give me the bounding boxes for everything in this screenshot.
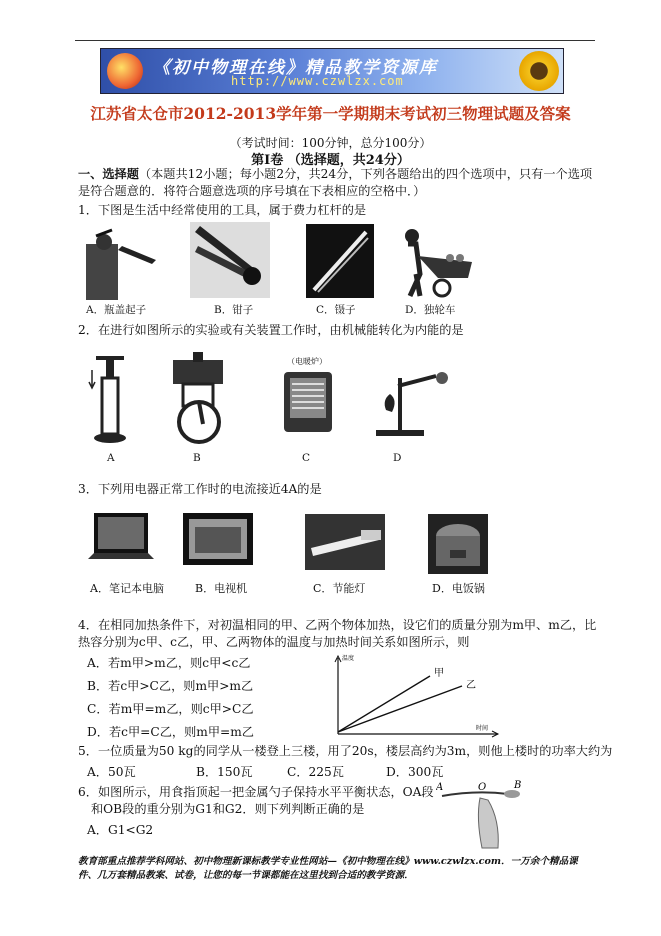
q5-option-a: A．50瓦 [87,765,136,779]
question-6 [78,784,458,818]
section-desc-1: （本题共12小题；每小题2分，共24分，下列各题给出的四个选项中，只有一个选项 [138,167,593,181]
wheelbarrow-image [398,222,478,298]
sunflower-icon [519,51,559,91]
site-banner[interactable] [100,48,564,94]
q6-option-a: A．G1<G2 [87,823,154,837]
q2-caption-a: A [107,452,115,464]
q5-option-c: C．225瓦 [287,765,344,779]
q3-caption-a: A．笔记本电脑 [90,582,164,595]
spoon-label-b: B [514,780,522,791]
question-2: 2．在进行如图所示的实验或有关装置工作时，由机械能转化为内能的是 [78,323,464,337]
tv-image [183,513,253,571]
graph-xlabel: 时间 [476,725,489,732]
q5-option-d: D．300瓦 [386,765,444,779]
question-1: 1．下图是生活中经常使用的工具，属于费力杠杆的是 [78,203,367,217]
q2-caption-d: D [393,452,402,464]
q6-line-1: 6．如图所示，用食指顶起一把金属勺子保持水平平衡状态，OA段 [78,785,434,799]
graph-series-yi: 乙 [466,680,476,691]
electric-heater-image [280,368,336,438]
q6-line-2: 和OB段的重分别为G1和G2．则下列判断正确的是 [91,802,365,816]
site-logo-icon [107,53,143,89]
test-tube-heating-image [372,370,458,440]
q4-line-2: 热容分别为c甲、c乙，甲、乙两物体的温度与加热时间关系如图所示，则 [78,635,470,649]
question-4 [78,617,598,651]
section-heading: 一、选择题 [78,167,139,181]
q4-line-1: 4．在相同加热条件下，对初温相同的甲、乙两个物体加热，设它们的质量分别为m甲、m乙，比 [78,618,597,632]
air-pump-image [88,350,132,446]
graph-series-jia: 甲 [434,668,444,679]
pliers-image [190,222,270,298]
q1-caption-a: A．瓶盖起子 [86,304,147,316]
graph-ylabel: 温度 [342,655,355,662]
series-jia-line [338,676,430,732]
bottle-opener-image [82,224,170,300]
exam-info: （考试时间：100分钟，总分100分） [229,136,432,150]
part-title: 第Ⅰ卷 （选择题，共24分） [251,153,410,168]
q5-option-b: B．150瓦 [196,765,253,779]
series-yi-line [338,686,462,732]
document-title: 江苏省太仓市2012-2013学年第一学期期末考试初三物理试题及答案 [90,104,571,123]
q4-option-d: D．若c甲=C乙，则m甲=m乙 [87,725,254,739]
energy-saving-lamp-image [305,514,385,570]
page-footer [78,855,598,883]
section-desc-2: 是符合题意的．将符合题意选项的序号填在下表相应的空格中．） [78,184,426,198]
engine-image [163,350,235,446]
spoon-label-a: A [436,782,444,793]
footer-line-1: 教育部重点推荐学科网站、初中物理新课标教学专业性网站—《初中物理在线》www.czwlzx.com．一万余个精品课 [78,856,578,867]
banner-title: 《初中物理在线》精品教学资源库 [153,58,438,78]
q4-option-b: B．若c甲>C乙，则m甲>m乙 [87,679,254,693]
heater-label: （电暖炉） [287,357,327,366]
spoon-label-o: O [478,782,487,793]
q4-option-a: A．若m甲>m乙，则c甲<c乙 [87,656,251,670]
question-3: 3．下列用电器正常工作时的电流接近4A的是 [78,482,322,496]
q3-caption-c: C．节能灯 [313,582,366,595]
laptop-image [88,513,154,571]
rice-cooker-image [428,514,488,574]
footer-line-2: 件、几万套精品教案、试卷，让您的每一节课都能在这里找到合适的教学资源． [78,870,414,881]
q3-caption-b: B．电视机 [195,582,248,595]
tweezers-image [306,224,374,298]
q1-caption-c: C．镊子 [316,304,356,316]
section-intro [78,166,598,200]
q3-caption-d: D．电饭锅 [432,582,485,595]
question-5: 5．一位质量为50 kg的同学从一楼登上三楼，用了20s，楼层高约为3m，则他上楼时的功率大约为 [78,744,613,758]
q1-caption-d: D．独轮车 [405,304,456,316]
q1-caption-b: B．钳子 [214,304,254,316]
spoon-finger-image [436,778,526,850]
temperature-time-graph [326,652,506,738]
header-rule [75,40,595,41]
q2-caption-c: C [302,452,311,464]
q4-option-c: C．若m甲=m乙，则c甲>C乙 [87,702,254,716]
q2-caption-b: B [193,452,201,464]
banner-url[interactable]: http://www.czwlzx.com [231,74,404,88]
